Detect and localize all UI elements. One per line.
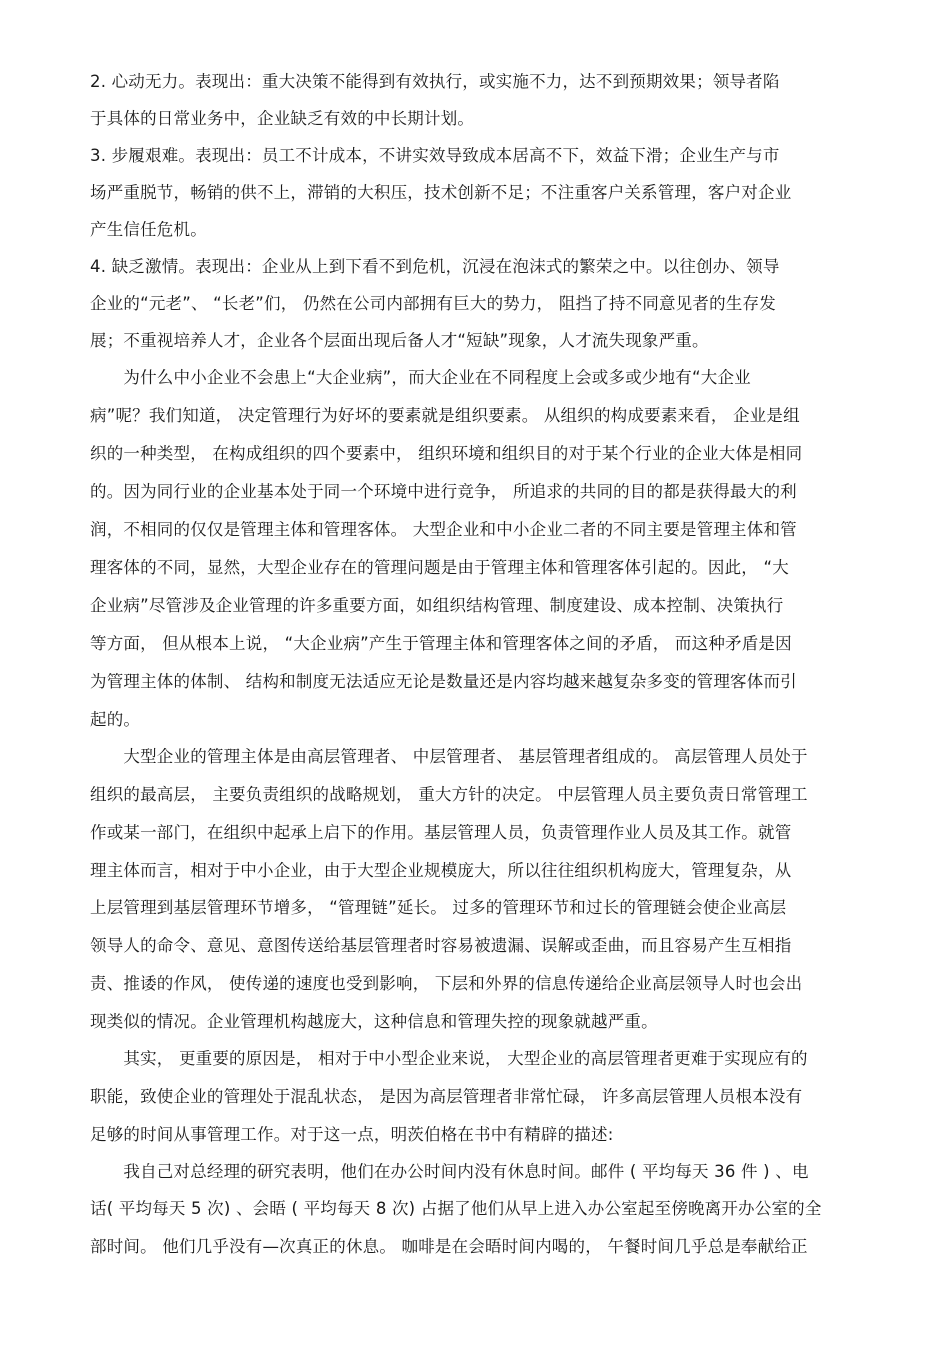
text-line: 病”呢？我们知道， 决定管理行为好坏的要素就是组织要素。 从组织的构成要素来看， 企业是组 [90,406,800,425]
text-line: 理主体而言，相对于中小企业，由于大型企业规模庞大，所以往往组织机构庞大，管理复杂，从 [90,861,792,880]
text-line: 话( 平均每天 5 次) 、会晤 ( 平均每天 8 次) 占据了他们从早上进入办公室起至傍晚离开办公室的全 [90,1199,822,1218]
text-line: 职能，致使企业的管理处于混乱状态， 是因为高层管理者非常忙碌， 许多高层管理人员根本没有 [90,1087,803,1106]
text-line: 4. 缺乏激情。表现出：企业从上到下看不到危机，沉浸在泡沫式的繁荣之中。以往创办、领导 [90,257,780,276]
text-line: 场严重脱节，畅销的供不上，滞销的大积压，技术创新不足；不注重客户关系管理，客户对企业 [90,183,792,202]
text-line: 展；不重视培养人才，企业各个层面出现后备人才“短缺”现象，人才流失现象严重。 [90,331,709,350]
text-line: 我自己对总经理的研究表明，他们在办公时间内没有休息时间。邮件 ( 平均每天 36 件 ) 、电 [90,1162,809,1181]
text-line: 2. 心动无力。表现出：重大决策不能得到有效执行，或实施不力，达不到预期效果；领导者陷 [90,72,780,91]
text-line: 织的一种类型， 在构成组织的四个要素中， 组织环境和组织目的对于某个行业的企业大体是相同 [90,444,803,463]
text-line: 为管理主体的体制、 结构和制度无法适应无论是数量还是内容均越来越复杂多变的管理客体而引 [90,672,797,691]
text-line: 理客体的不同，显然，大型企业存在的管理问题是由于管理主体和管理客体引起的。因此， “大 [90,558,789,577]
text-line: 起的。 [90,710,141,729]
text-line: 足够的时间从事管理工作。对于这一点，明茨伯格在书中有精辟的描述: [90,1125,614,1144]
text-line: 产生信任危机。 [90,220,207,239]
text-line: 大型企业的管理主体是由高层管理者、 中层管理者、 基层管理者组成的。 高层管理人员处于 [90,747,808,766]
text-line: 作或某一部门，在组织中起承上启下的作用。基层管理人员，负责管理作业人员及其工作。就管 [90,823,792,842]
text-line: 组织的最高层， 主要负责组织的战略规划， 重大方针的决定。 中层管理人员主要负责日常管理工 [90,785,808,804]
text-line: 责、推诿的作风， 使传递的速度也受到影响， 下层和外界的信息传递给企业高层领导人时也会出 [90,974,803,993]
text-line: 等方面， 但从根本上说， “大企业病”产生于管理主体和管理客体之间的矛盾， 而这种矛盾是因 [90,634,792,653]
text-line: 的。因为同行业的企业基本处于同一个环境中进行竞争， 所追求的共同的目的都是获得最大的利 [90,482,797,501]
text-line: 润，不相同的仅仅是管理主体和管理客体。 大型企业和中小企业二者的不同主要是管理主体和管 [90,520,797,539]
text-line: 上层管理到基层管理环节增多， “管理链”延长。 过多的管理环节和过长的管理链会使企业高层 [90,898,787,917]
text-line: 现类似的情况。企业管理机构越庞大，这种信息和管理失控的现象就越严重。 [90,1012,658,1031]
text-line: 为什么中小企业不会患上“大企业病”，而大企业在不同程度上会或多或少地有“大企业 [90,368,751,387]
text-line: 领导人的命令、意见、意图传送给基层管理者时容易被遗漏、误解或歪曲，而且容易产生互相指 [90,936,792,955]
text-line: 部时间。 他们几乎没有—次真正的休息。 咖啡是在会晤时间内喝的， 午餐时间几乎总是奉献给正 [90,1237,808,1256]
text-line: 其实， 更重要的原因是， 相对于中小型企业来说， 大型企业的高层管理者更难于实现应有的 [90,1049,808,1068]
text-line: 企业的“元老”、 “长老”们， 仍然在公司内部拥有巨大的势力， 阻挡了持不同意见者的生存发 [90,294,776,313]
text-line: 3. 步履艰难。表现出：员工不计成本，不讲实效导致成本居高不下，效益下滑；企业生产与市 [90,146,780,165]
text-line: 企业病”尽管涉及企业管理的许多重要方面，如组织结构管理、制度建设、成本控制、决策执行 [90,596,784,615]
text-line: 于具体的日常业务中，企业缺乏有效的中长期计划。 [90,109,475,128]
